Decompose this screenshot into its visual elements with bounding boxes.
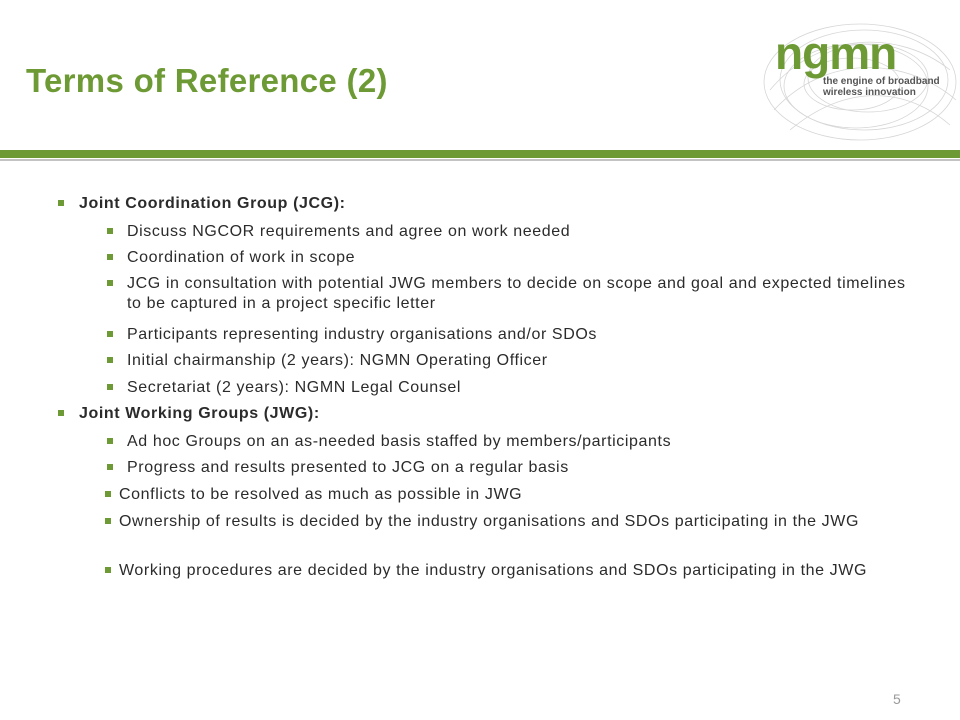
square-bullet-icon bbox=[58, 410, 64, 416]
square-bullet-icon bbox=[105, 518, 111, 524]
bullet-item: Working procedures are decided by the industry organisations and SDOs participating in the JWG bbox=[119, 561, 909, 581]
bullet-item: Secretariat (2 years): NGMN Legal Counsel bbox=[127, 378, 907, 398]
square-bullet-icon bbox=[105, 491, 111, 497]
square-bullet-icon bbox=[107, 357, 113, 363]
square-bullet-icon bbox=[107, 464, 113, 470]
bullet-item: Initial chairmanship (2 years): NGMN Operating Officer bbox=[127, 351, 907, 371]
bullet-item: Discuss NGCOR requirements and agree on work needed bbox=[127, 222, 907, 242]
bullet-item: Joint Coordination Group (JCG): bbox=[79, 194, 899, 214]
ngmn-logo-tagline bbox=[823, 76, 940, 98]
square-bullet-icon bbox=[105, 567, 111, 573]
bullet-item: Participants representing industry organisations and/or SDOs bbox=[127, 325, 907, 345]
square-bullet-icon bbox=[107, 228, 113, 234]
square-bullet-icon bbox=[107, 384, 113, 390]
page-number: 5 bbox=[893, 691, 901, 707]
square-bullet-icon bbox=[107, 438, 113, 444]
header-rule-gray bbox=[0, 159, 960, 161]
bullet-item: JCG in consultation with potential JWG members to decide on scope and goal and expected timelines to be captured in a project specific letter bbox=[127, 274, 907, 314]
bullet-item: Coordination of work in scope bbox=[127, 248, 907, 268]
tagline-line-2: wireless innovation bbox=[823, 87, 916, 98]
bullet-item: Conflicts to be resolved as much as possible in JWG bbox=[119, 485, 909, 505]
square-bullet-icon bbox=[107, 280, 113, 286]
header-rule-green bbox=[0, 150, 960, 158]
bullet-item: Ad hoc Groups on an as-needed basis staffed by members/participants bbox=[127, 432, 907, 452]
bullet-item: Progress and results presented to JCG on a regular basis bbox=[127, 458, 907, 478]
square-bullet-icon bbox=[107, 331, 113, 337]
square-bullet-icon bbox=[58, 200, 64, 206]
square-bullet-icon bbox=[107, 254, 113, 260]
bullet-item: Ownership of results is decided by the industry organisations and SDOs participating in the JWG bbox=[119, 512, 909, 532]
bullet-item: Joint Working Groups (JWG): bbox=[79, 404, 899, 424]
slide-title: Terms of Reference (2) bbox=[26, 62, 388, 99]
ngmn-logo-wordmark: ngmn bbox=[775, 27, 897, 79]
tagline-line-1: the engine of broadband bbox=[823, 76, 940, 87]
